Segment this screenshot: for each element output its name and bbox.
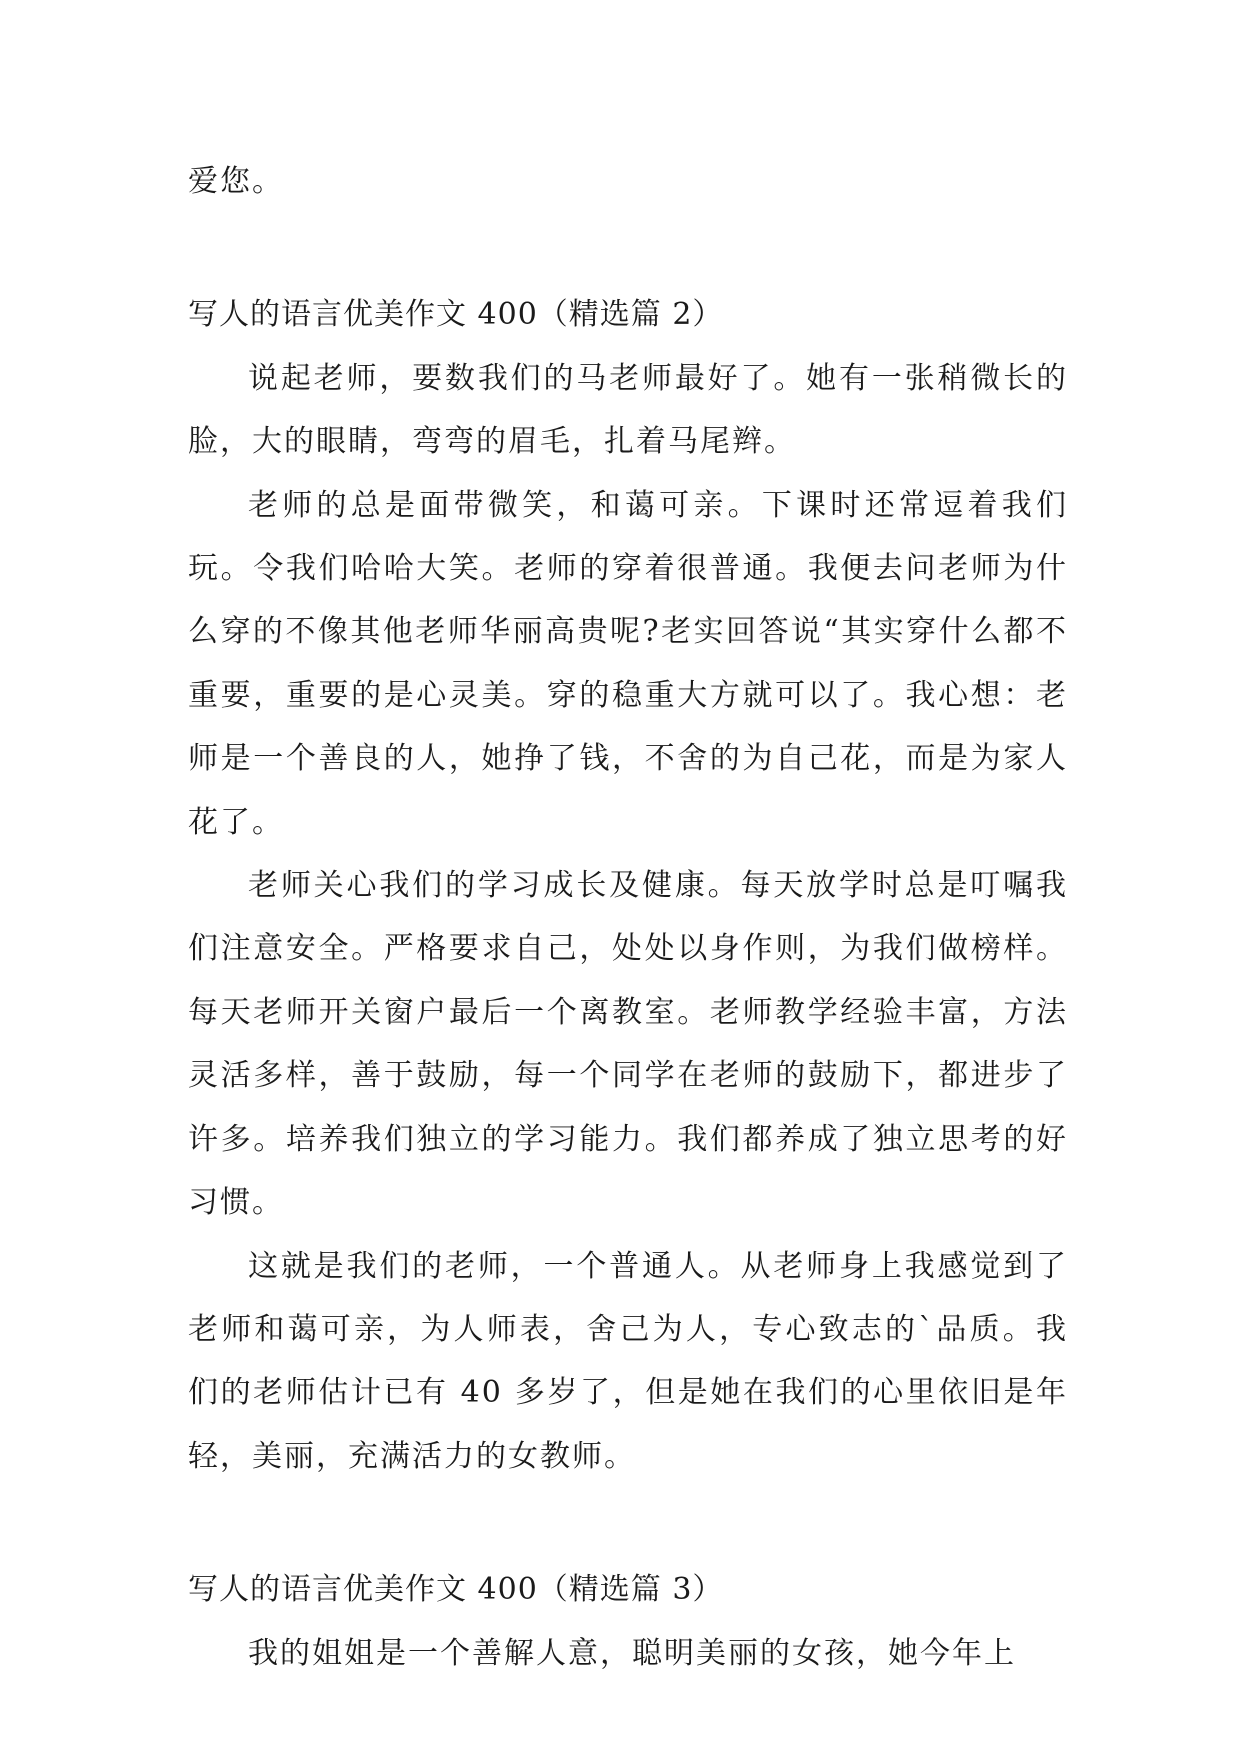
section-gap xyxy=(188,213,1068,283)
paragraph: 说起老师，要数我们的马老师最好了。她有一张稍微长的脸，大的眼睛，弯弯的眉毛，扎着马尾辫。 xyxy=(188,360,1068,460)
paragraph: 老师关心我们的学习成长及健康。每天放学时总是叮嘱我们注意安全。严格要求自己，处处以身作则，为我们做榜样。每天老师开关窗户最后一个离教室。老师教学经验丰富，方法灵活多样，善于鼓励，每一个同学在老师的鼓励下，都进步了许多。培养我们独立的学习能力。我们都养成了独立思考的好习惯。 xyxy=(188,868,1068,1221)
document-body xyxy=(188,150,1068,1685)
paragraph: 老师的总是面带微笑，和蔼可亲。下课时还常逗着我们玩。令我们哈哈大笑。老师的穿着很普通。我便去问老师为什么穿的不像其他老师华丽高贵呢?老实回答说“其实穿什么都不重要，重要的是心灵美。穿的稳重大方就可以了。我心想：老师是一个善良的人，她挣了钱，不舍的为自己花，而是为家人花了。 xyxy=(188,487,1068,840)
section-heading: 写人的语言优美作文 400（精选篇 3） xyxy=(188,1572,724,1608)
opening-line: 爱您。 xyxy=(188,164,284,199)
paragraph: 我的姐姐是一个善解人意，聪明美丽的女孩，她今年上 xyxy=(248,1635,1016,1671)
section-gap xyxy=(188,1488,1068,1558)
section-heading: 写人的语言优美作文 400（精选篇 2） xyxy=(188,297,724,333)
paragraph: 这就是我们的老师，一个普通人。从老师身上我感觉到了老师和蔼可亲，为人师表，舍己为人，专心致志的`品质。我们的老师估计已有 40 多岁了，但是她在我们的心里依旧是年轻，美丽，充满活力的女教师。 xyxy=(188,1248,1068,1474)
